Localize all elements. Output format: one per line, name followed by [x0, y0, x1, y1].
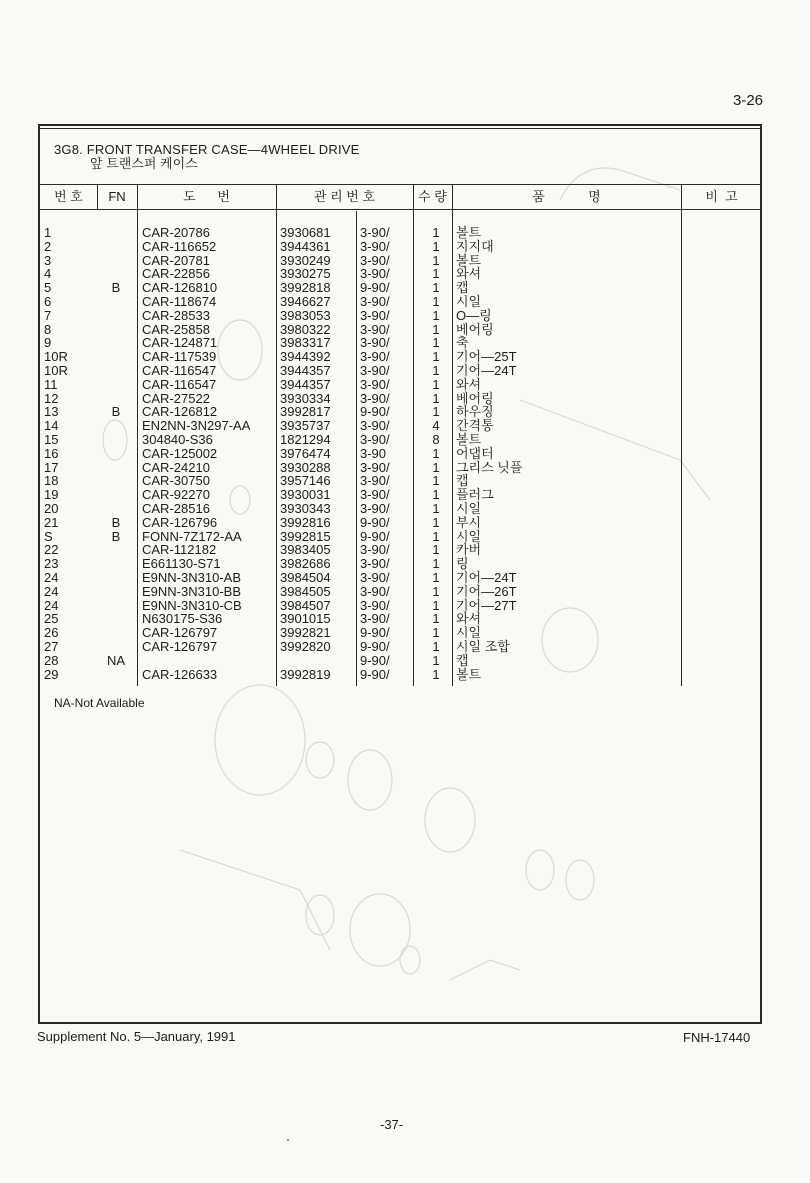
row-quantity: 1	[432, 335, 440, 351]
row-code: 9-90/	[360, 514, 390, 530]
row-drawing-number: CAR-25858	[142, 321, 210, 337]
row-control-number: 3982686	[280, 556, 331, 572]
page-number: 3-26	[733, 92, 764, 109]
row-code: 9-90/	[360, 652, 390, 668]
row-part-name: 시일	[456, 625, 482, 641]
row-code: 3-90/	[360, 542, 390, 558]
row-part-name: 간격통	[456, 418, 494, 434]
row-quantity: 1	[432, 293, 440, 309]
table-row	[40, 226, 764, 240]
table-row	[40, 530, 764, 544]
row-quantity: 1	[432, 500, 440, 516]
supplement-label: Supplement No. 5—January, 1991	[37, 1029, 236, 1044]
header-no: 번 호	[54, 189, 83, 204]
row-fn: B	[111, 404, 121, 420]
speck	[287, 1139, 289, 1141]
table-row	[40, 378, 764, 392]
table-row	[40, 350, 764, 364]
row-drawing-number: N630175-S36	[142, 611, 223, 627]
row-number: 6	[44, 293, 52, 309]
row-control-number: 3930031	[280, 487, 331, 503]
row-number: 20	[44, 500, 59, 516]
row-quantity: 1	[432, 252, 440, 268]
row-control-number: 3983317	[280, 335, 331, 351]
row-control-number: 3992816	[280, 514, 331, 530]
row-quantity: 1	[432, 556, 440, 572]
table-row	[40, 557, 764, 571]
row-code: 3-90/	[360, 611, 390, 627]
row-number: 24	[44, 569, 59, 585]
row-drawing-number: CAR-125002	[142, 445, 218, 461]
row-quantity: 1	[432, 597, 440, 613]
row-drawing-number: CAR-124871	[142, 335, 218, 351]
table-row	[40, 336, 764, 350]
row-drawing-number: CAR-117539	[142, 349, 217, 365]
row-code: 9-90/	[360, 404, 390, 420]
row-control-number: 3944392	[280, 349, 331, 365]
row-quantity: 8	[432, 431, 440, 447]
row-quantity: 1	[432, 528, 440, 544]
row-control-number: 3992817	[280, 404, 331, 420]
row-part-name: 하우징	[456, 404, 494, 420]
row-number: 5	[44, 280, 52, 296]
row-part-name: 기어—26T	[456, 583, 517, 599]
row-code: 3-90/	[360, 597, 390, 613]
row-part-name: 베어링	[456, 321, 494, 337]
row-drawing-number: CAR-118674	[142, 293, 217, 309]
row-code: 3-90/	[360, 225, 390, 240]
row-control-number: 3983053	[280, 307, 331, 323]
row-number: 12	[44, 390, 59, 406]
footnote: NA-Not Available	[54, 696, 145, 710]
row-code: 3-90/	[360, 473, 390, 489]
row-number: 2	[44, 238, 52, 254]
row-number: 1	[44, 225, 52, 240]
row-number: 28	[44, 652, 59, 668]
row-code: 3-90/	[360, 487, 390, 503]
row-control-number: 3930343	[280, 500, 331, 516]
row-quantity: 1	[432, 404, 440, 420]
row-control-number: 3980322	[280, 321, 331, 337]
row-quantity: 1	[432, 390, 440, 406]
row-part-name: 기어—25T	[456, 349, 517, 365]
table-row	[40, 626, 764, 640]
row-part-name: 기어—24T	[456, 569, 517, 585]
row-control-number: 3992818	[280, 280, 331, 296]
row-control-number: 3901015	[280, 611, 331, 627]
row-quantity: 1	[432, 652, 440, 668]
header-control: 관 리 번 호	[313, 189, 376, 204]
row-control-number: 3930334	[280, 390, 331, 406]
row-code: 9-90/	[360, 666, 390, 682]
row-code: 9-90/	[360, 528, 390, 544]
table-row	[40, 254, 764, 268]
row-number: 10R	[44, 362, 68, 378]
row-quantity: 1	[432, 473, 440, 489]
table-row	[40, 405, 764, 419]
table-row	[40, 474, 764, 488]
row-part-name: 그리스 닛플	[456, 459, 523, 475]
row-quantity: 4	[432, 418, 440, 434]
row-code: 3-90/	[360, 583, 390, 599]
row-part-name: 볼트	[456, 252, 482, 268]
row-number: 10R	[44, 349, 68, 365]
row-control-number: 3984504	[280, 569, 331, 585]
row-control-number: 3944357	[280, 362, 331, 378]
row-code: 9-90/	[360, 280, 390, 296]
table-row	[40, 392, 764, 406]
table-row	[40, 323, 764, 337]
parts-list-frame	[38, 124, 762, 1024]
row-part-name: 베어링	[456, 390, 494, 406]
row-drawing-number: CAR-126797	[142, 638, 218, 654]
row-quantity: 1	[432, 583, 440, 599]
row-number: 14	[44, 418, 59, 434]
row-code: 3-90/	[360, 431, 390, 447]
row-drawing-number: CAR-27522	[142, 390, 210, 406]
row-drawing-number: CAR-116652	[142, 238, 217, 254]
row-quantity: 1	[432, 362, 440, 378]
row-drawing-number: CAR-126797	[142, 625, 218, 641]
row-drawing-number: CAR-92270	[142, 487, 210, 503]
row-number: 15	[44, 431, 59, 447]
row-code: 3-90/	[360, 307, 390, 323]
row-quantity: 1	[432, 321, 440, 337]
row-number: 29	[44, 666, 59, 682]
table-row	[40, 419, 764, 433]
row-code: 9-90/	[360, 625, 390, 641]
row-code: 3-90/	[360, 500, 390, 516]
table-row	[40, 295, 764, 309]
table-row	[40, 267, 764, 281]
table-row	[40, 240, 764, 254]
row-drawing-number: CAR-126810	[142, 280, 218, 296]
row-part-name: 플러그	[456, 487, 494, 503]
table-row	[40, 654, 764, 668]
document-code: FNH-17440	[683, 1030, 751, 1045]
row-drawing-number: CAR-24210	[142, 459, 210, 475]
row-part-name: O—링	[456, 307, 492, 323]
row-drawing-number: CAR-28533	[142, 307, 210, 323]
row-code: 3-90/	[360, 459, 390, 475]
row-quantity: 1	[432, 349, 440, 365]
row-part-name: 시일	[456, 528, 482, 544]
bottom-page-number: -37-	[380, 1117, 404, 1132]
row-control-number: 3984505	[280, 583, 331, 599]
row-code: 3-90/	[360, 321, 390, 337]
row-part-name: 캡	[456, 652, 469, 668]
row-control-number: 3930681	[280, 225, 331, 240]
table-row	[40, 488, 764, 502]
row-part-name: 시일	[456, 293, 482, 309]
row-drawing-number: EN2NN-3N297-AA	[142, 418, 251, 434]
row-part-name: 링	[456, 556, 469, 572]
row-part-name: 와셔	[456, 376, 482, 392]
row-drawing-number: CAR-20786	[142, 225, 210, 240]
row-fn: B	[111, 528, 121, 544]
row-control-number: 3976474	[280, 445, 331, 461]
row-part-name: 볼트	[456, 666, 482, 682]
row-part-name: 와셔	[456, 266, 482, 282]
row-part-name: 기어—27T	[456, 597, 517, 613]
table-row	[40, 461, 764, 475]
row-control-number: 3930275	[280, 266, 331, 282]
row-drawing-number: E661130-S71	[142, 556, 221, 572]
table-row	[40, 612, 764, 626]
row-control-number: 3983405	[280, 542, 331, 558]
row-control-number: 3992821	[280, 625, 331, 641]
row-quantity: 1	[432, 225, 440, 240]
row-code: 3-90/	[360, 349, 390, 365]
row-quantity: 1	[432, 542, 440, 558]
row-drawing-number: E9NN-3N310-CB	[142, 597, 242, 613]
parts-table-body	[40, 226, 764, 681]
table-row	[40, 433, 764, 447]
row-code: 3-90/	[360, 252, 390, 268]
row-number: 4	[44, 266, 52, 282]
row-part-name: 카버	[456, 542, 482, 558]
table-row	[40, 599, 764, 613]
table-row	[40, 585, 764, 599]
row-part-name: 와셔	[456, 611, 482, 627]
row-drawing-number: CAR-126812	[142, 404, 218, 420]
row-number: 26	[44, 625, 59, 641]
row-quantity: 1	[432, 638, 440, 654]
row-code: 9-90/	[360, 638, 390, 654]
row-quantity: 1	[432, 238, 440, 254]
row-part-name: 어댑터	[456, 445, 494, 461]
row-code: 3-90/	[360, 362, 390, 378]
header-top-rule	[40, 184, 760, 185]
row-number: 24	[44, 597, 59, 613]
row-quantity: 1	[432, 611, 440, 627]
row-drawing-number: CAR-22856	[142, 266, 210, 282]
row-drawing-number: E9NN-3N310-AB	[142, 569, 241, 585]
row-code: 3-90/	[360, 376, 390, 392]
header-name: 품 명	[532, 189, 601, 204]
section-subtitle: 앞 트랜스퍼 케이스	[90, 156, 198, 171]
row-code: 3-90/	[360, 335, 390, 351]
row-number: 17	[44, 459, 59, 475]
row-quantity: 1	[432, 266, 440, 282]
row-part-name: 시일 조합	[456, 638, 510, 654]
header-qty: 수 량	[418, 189, 447, 204]
table-row	[40, 571, 764, 585]
row-control-number: 3944357	[280, 376, 331, 392]
row-code: 3-90/	[360, 266, 390, 282]
row-control-number: 3946627	[280, 293, 331, 309]
row-part-name: 축	[456, 335, 469, 351]
row-drawing-number: CAR-30750	[142, 473, 210, 489]
row-drawing-number: 304840-S36	[142, 431, 213, 447]
row-fn: NA	[106, 652, 126, 668]
table-row	[40, 447, 764, 461]
frame-double-line	[40, 128, 760, 129]
row-fn: B	[111, 280, 121, 296]
row-quantity: 1	[432, 445, 440, 461]
row-drawing-number: CAR-116547	[142, 362, 217, 378]
table-row	[40, 502, 764, 516]
row-quantity: 1	[432, 514, 440, 530]
row-part-name: 시일	[456, 500, 482, 516]
row-code: 3-90/	[360, 238, 390, 254]
row-drawing-number: FONN-7Z172-AA	[142, 528, 242, 544]
row-number: 11	[44, 376, 58, 392]
row-code: 3-90/	[360, 556, 390, 572]
row-number: 25	[44, 611, 59, 627]
row-quantity: 1	[432, 625, 440, 641]
row-control-number: 3984507	[280, 597, 331, 613]
row-quantity: 1	[432, 569, 440, 585]
row-code: 3-90/	[360, 418, 390, 434]
row-quantity: 1	[432, 459, 440, 475]
row-number: 18	[44, 473, 59, 489]
row-number: 7	[44, 307, 52, 323]
row-control-number: 3944361	[280, 238, 331, 254]
table-row	[40, 281, 764, 295]
row-fn: B	[111, 514, 121, 530]
row-control-number: 3930249	[280, 252, 331, 268]
row-quantity: 1	[432, 376, 440, 392]
row-number: 27	[44, 638, 59, 654]
row-drawing-number: CAR-20781	[142, 252, 210, 268]
header-fn: FN	[108, 189, 126, 204]
row-drawing-number: CAR-126633	[142, 666, 218, 682]
row-number: 13	[44, 404, 59, 420]
row-drawing-number: CAR-126796	[142, 514, 218, 530]
row-code: 3-90/	[360, 390, 390, 406]
header-bottom-rule	[40, 209, 760, 210]
row-part-name: 볼트	[456, 225, 482, 240]
row-number: 23	[44, 556, 59, 572]
row-drawing-number: CAR-112182	[142, 542, 217, 558]
row-control-number: 1821294	[280, 431, 331, 447]
row-number: 22	[44, 542, 59, 558]
table-row	[40, 543, 764, 557]
row-part-name: 기어—24T	[456, 362, 517, 378]
row-part-name: 볼트	[456, 431, 482, 447]
row-drawing-number: E9NN-3N310-BB	[142, 583, 241, 599]
row-control-number: 3957146	[280, 473, 331, 489]
row-number: 19	[44, 487, 59, 503]
row-number: 16	[44, 445, 59, 461]
row-drawing-number: CAR-116547	[142, 376, 217, 392]
row-code: 3-90/	[360, 293, 390, 309]
table-row	[40, 364, 764, 378]
row-quantity: 1	[432, 487, 440, 503]
row-number: 24	[44, 583, 59, 599]
table-row	[40, 640, 764, 654]
header-drawing: 도 번	[183, 189, 230, 204]
section-title: 3G8. FRONT TRANSFER CASE—4WHEEL DRIVE	[54, 142, 360, 157]
row-number: S	[44, 528, 53, 544]
row-part-name: 부시	[456, 514, 482, 530]
row-number: 3	[44, 252, 52, 268]
row-drawing-number: CAR-28516	[142, 500, 210, 516]
table-row	[40, 309, 764, 323]
row-control-number: 3935737	[280, 418, 331, 434]
row-control-number: 3992820	[280, 638, 331, 654]
row-quantity: 1	[432, 307, 440, 323]
row-quantity: 1	[432, 666, 440, 682]
row-control-number: 3992815	[280, 528, 331, 544]
table-row	[40, 668, 764, 682]
row-quantity: 1	[432, 280, 440, 296]
row-number: 8	[44, 321, 52, 337]
row-control-number: 3930288	[280, 459, 331, 475]
row-control-number: 3992819	[280, 666, 331, 682]
table-row	[40, 516, 764, 530]
row-number: 21	[44, 514, 59, 530]
row-part-name: 캡	[456, 280, 469, 296]
row-code: 3-90/	[360, 569, 390, 585]
row-code: 3-90	[360, 445, 387, 461]
row-number: 9	[44, 335, 52, 351]
row-part-name: 지지대	[456, 238, 494, 254]
row-part-name: 캡	[456, 473, 469, 489]
header-remarks: 비 고	[705, 189, 738, 204]
